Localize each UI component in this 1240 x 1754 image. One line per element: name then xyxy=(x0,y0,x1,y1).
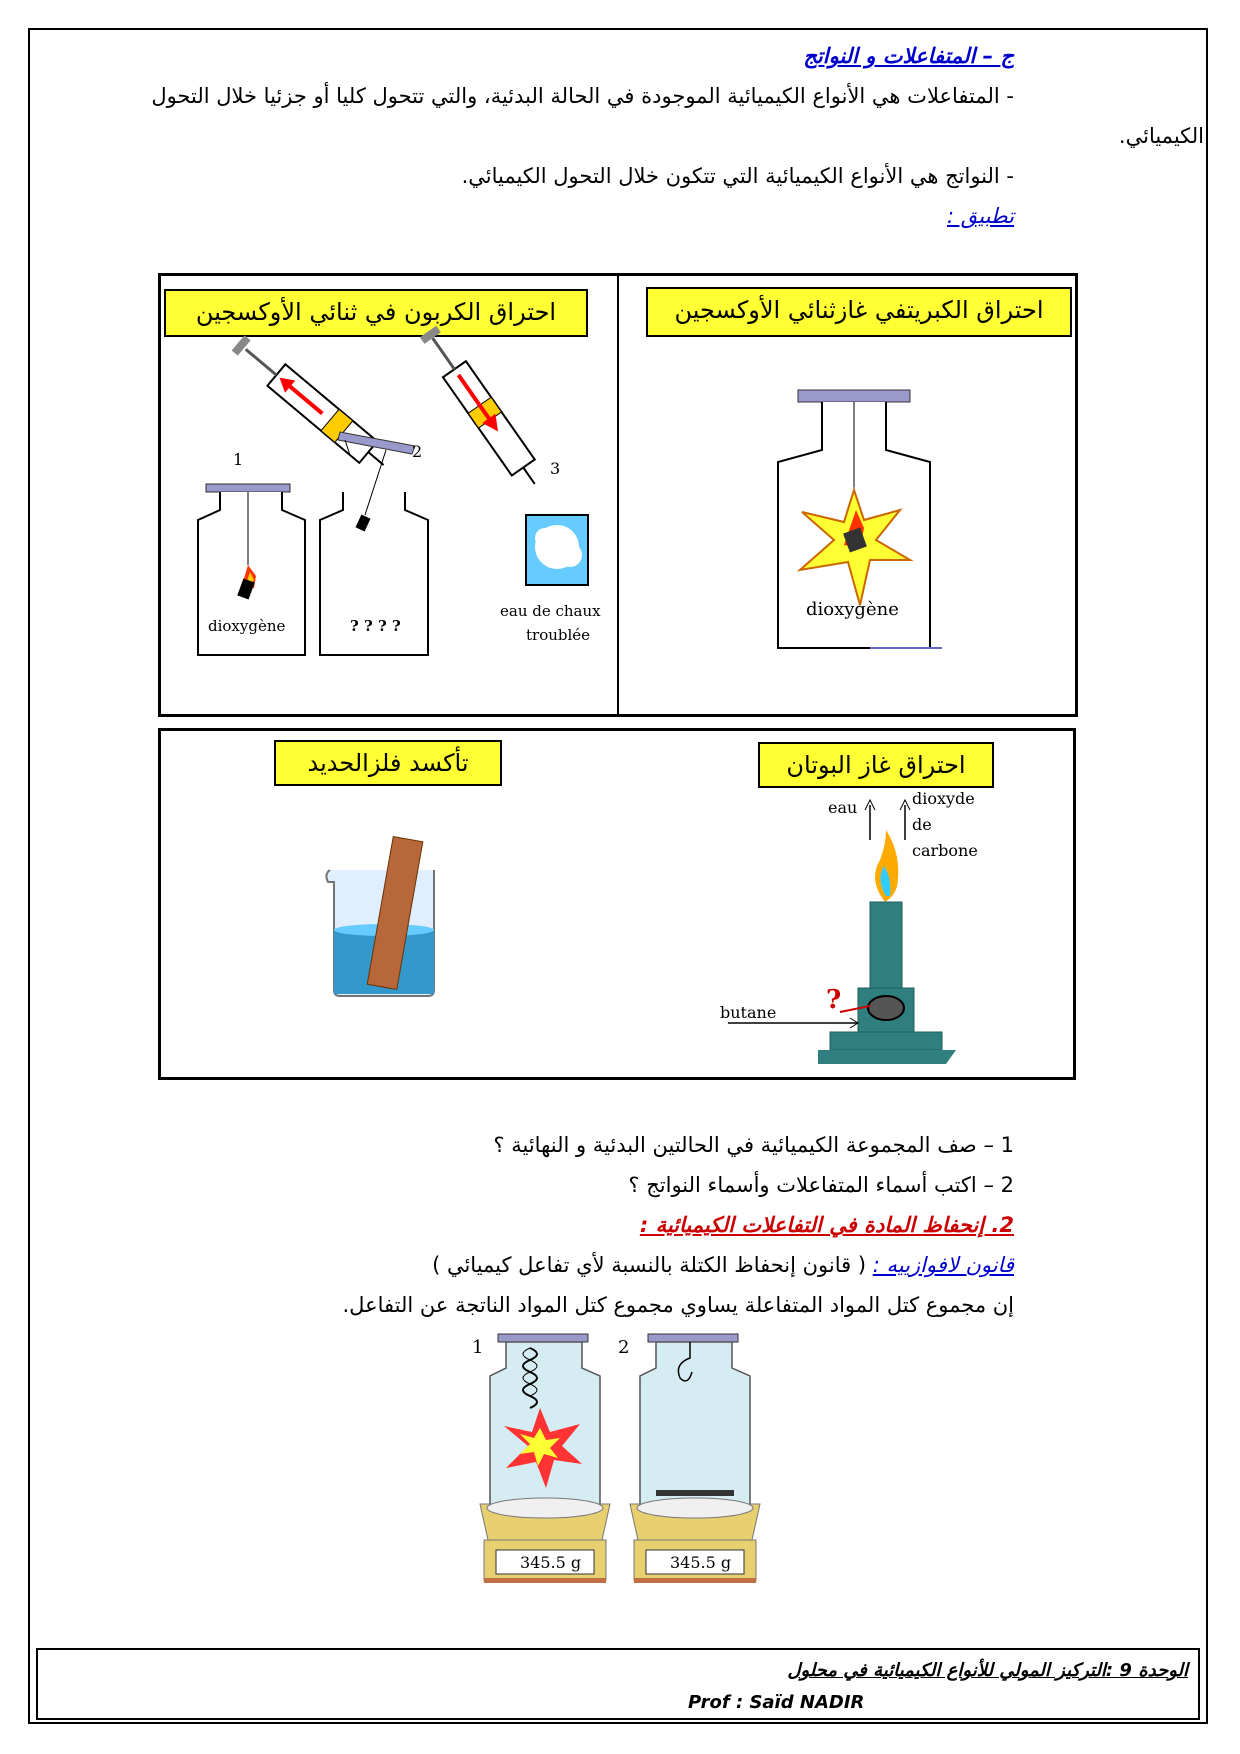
sulfur-jar-gas-label: dioxygène xyxy=(806,599,899,620)
sulfur-combustion-label: احتراق الكبريتفي غازثنائي الأوكسجين xyxy=(646,287,1072,337)
jar-1-gas-label: dioxygène xyxy=(208,617,286,635)
balance-2 xyxy=(630,1334,760,1583)
conservation-heading: 2. إنحفاظ المادة في التفاعلات الكيميائية : xyxy=(639,1213,1014,1237)
step-3-label: 3 xyxy=(550,459,561,478)
water-label: eau xyxy=(828,798,858,817)
butane-input-label: butane xyxy=(720,1003,777,1022)
question-1: 1 – صف المجموعة الكيميائية في الحالتين البدئية و النهائية ؟ xyxy=(493,1133,1014,1157)
co2-label-2: de xyxy=(912,815,932,834)
balance-1-label: 1 xyxy=(472,1337,484,1358)
section-heading: ج – المتفاعلات و النواتج xyxy=(803,44,1014,68)
balance-2-mass: 345.5 g xyxy=(670,1553,732,1572)
step-2-label: 2 xyxy=(412,442,423,461)
lavoisier-law-line xyxy=(432,1253,1014,1277)
balance-1 xyxy=(480,1334,610,1583)
bunsen-burner-diagram xyxy=(700,780,978,1070)
syringe-3 xyxy=(417,324,547,492)
panel-divider xyxy=(617,276,619,714)
iron-oxidation-label: تأكسد فلزالحديد xyxy=(274,740,502,786)
application-label: تطبيق : xyxy=(946,204,1014,228)
lime-water-beaker xyxy=(526,515,588,585)
iron-oxidation-diagram xyxy=(318,810,458,1010)
reactants-definition-cont: الكيميائي. xyxy=(1118,124,1204,148)
reactants-definition: - المتفاعلات هي الأنواع الكيميائية الموجودة في الحالة البدئية، والتي تتحول كليا أو جزئيا خلال التحول xyxy=(151,84,1014,108)
butane-question-mark: ? xyxy=(826,985,842,1015)
carbon-combustion-label: احتراق الكربون في ثنائي الأوكسجين xyxy=(164,289,588,337)
question-2: 2 – اكتب أسماء المتفاعلات وأسماء النواتج ؟ xyxy=(628,1173,1014,1197)
footer-unit-title: الوحدة 9 :التركيز المولي للأنواع الكيميائية في محلول xyxy=(787,1660,1188,1681)
co2-label-1: dioxyde xyxy=(912,789,975,808)
co2-label-3: carbone xyxy=(912,841,978,860)
balance-1-mass: 345.5 g xyxy=(520,1553,582,1572)
footer-box xyxy=(36,1648,1200,1720)
lime-water-label-2: troublée xyxy=(526,626,591,644)
mass-conservation-diagram xyxy=(470,1328,820,1583)
products-definition: - النواتج هي الأنواع الكيميائية التي تتكون خلال التحول الكيميائي. xyxy=(461,164,1014,188)
step-1-label: 1 xyxy=(233,450,244,469)
syringe-1 xyxy=(229,332,393,476)
footer-author: Prof : Saïd NADIR xyxy=(688,1692,865,1713)
balance-2-label: 2 xyxy=(618,1337,630,1358)
lavoisier-law-title: قانون لافوازييه : xyxy=(872,1253,1014,1277)
lime-water-label-1: eau de chaux xyxy=(500,602,601,620)
mass-conservation-statement: إن مجموع كتل المواد المتفاعلة يساوي مجموع كتل المواد الناتجة عن التفاعل. xyxy=(342,1293,1014,1317)
carbon-combustion-diagram xyxy=(160,340,616,680)
sulfur-combustion-diagram xyxy=(760,380,960,660)
jar-2-unknown-label: ? ? ? ? xyxy=(350,617,401,635)
butane-combustion-label: احتراق غاز البوتان xyxy=(758,742,994,788)
lavoisier-law-desc: ( قانون إنحفاظ الكتلة بالنسبة لأي تفاعل كيميائي ) xyxy=(432,1253,873,1277)
